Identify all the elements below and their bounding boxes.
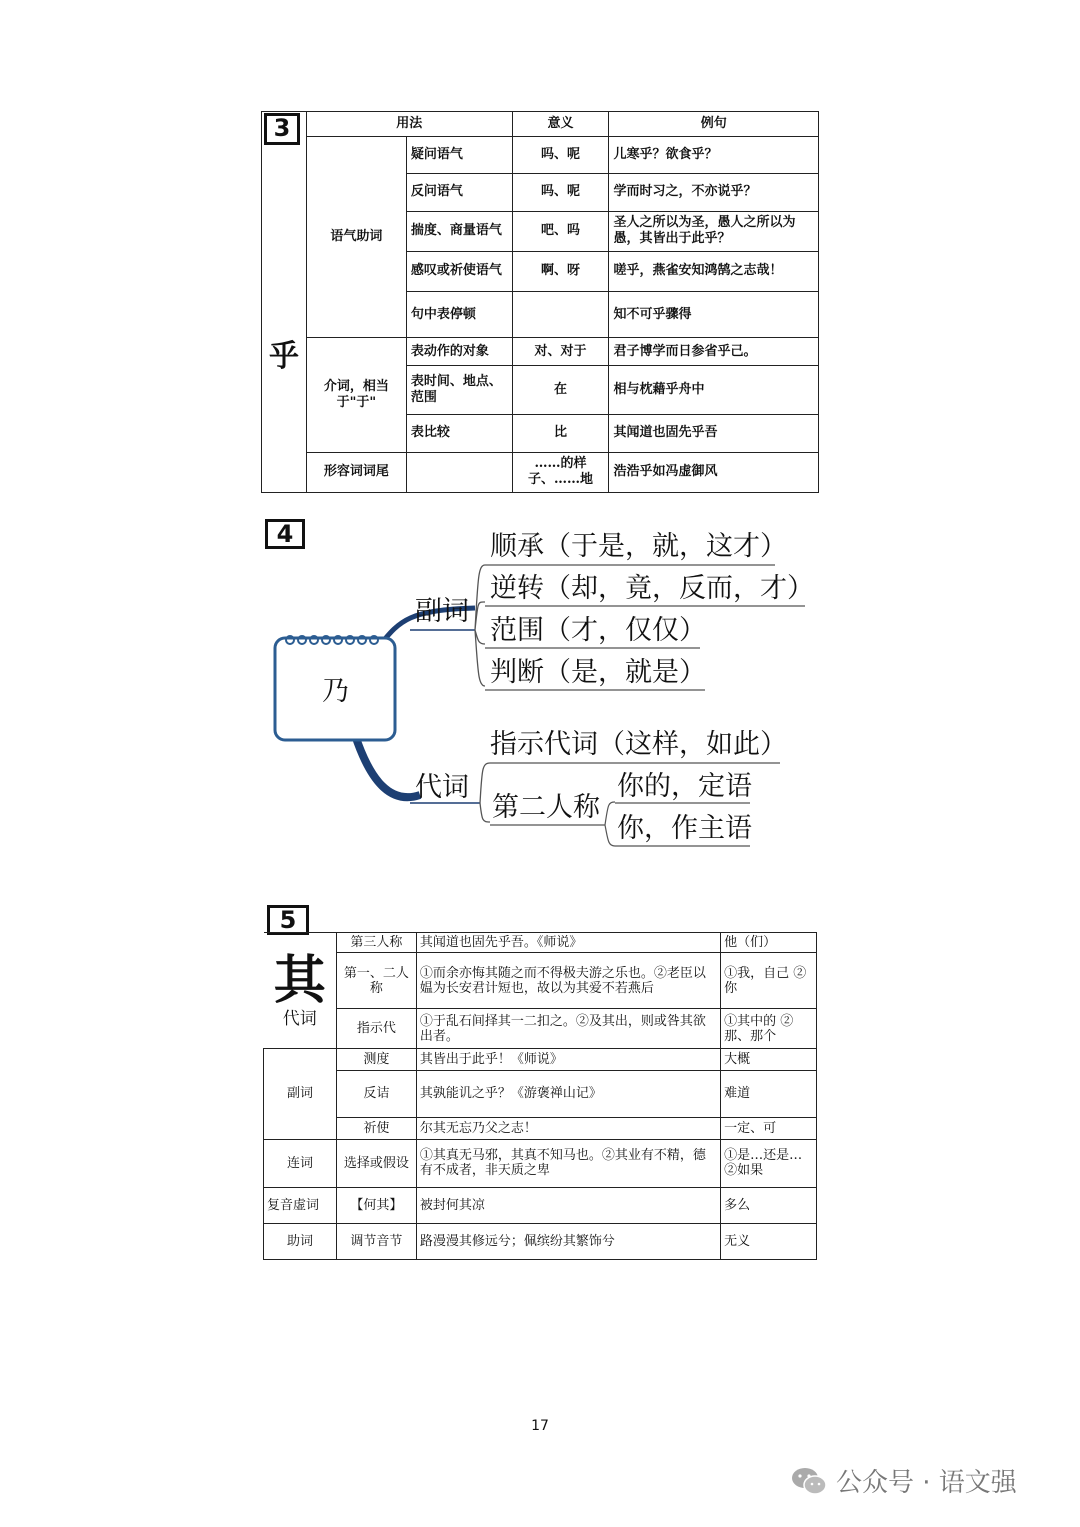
example-cell: ①于乱石间择其一二扣之。②及其出，则或咎其欲出者。 bbox=[416, 1009, 720, 1049]
example-cell: 儿寒乎？欲食乎？ bbox=[609, 137, 819, 174]
usage-cell: 疑问语气 bbox=[406, 137, 512, 174]
meaning-cell: 吧、吗 bbox=[512, 211, 609, 251]
char-qi-cell bbox=[264, 933, 337, 1049]
meaning-cell: 多么 bbox=[721, 1187, 817, 1223]
example-cell: 其闻道也固先乎吾。《师说》 bbox=[416, 933, 720, 953]
watermark-text: 公众号 · 语文强 bbox=[836, 1468, 1017, 1498]
second-person-item: 你，作主语 bbox=[617, 813, 752, 844]
meaning-cell: 无义 bbox=[721, 1223, 817, 1259]
section5-number: 5 bbox=[267, 905, 309, 935]
adverb-item: 判断（是，就是） bbox=[490, 657, 706, 688]
meaning-cell: ①我，自己 ②你 bbox=[721, 953, 817, 1009]
usage-cell: 揣度、商量语气 bbox=[406, 211, 512, 251]
watermark bbox=[790, 1462, 1017, 1499]
example-cell: 其皆出于此乎！《师说》 bbox=[416, 1049, 720, 1071]
usage-cell: 表动作的对象 bbox=[406, 338, 512, 366]
example-cell: 其闻道也固先乎吾 bbox=[609, 414, 819, 452]
example-cell: 学而时习之，不亦说乎？ bbox=[609, 174, 819, 211]
example-cell: 浩浩乎如冯虚御风 bbox=[609, 452, 819, 492]
meaning-cell: 在 bbox=[512, 366, 609, 414]
page-number: 17 bbox=[531, 1418, 549, 1434]
char-qi: 其 bbox=[273, 949, 326, 1011]
branch-pronoun-label: 代词 bbox=[415, 772, 469, 803]
meaning-cell: 啊、呀 bbox=[512, 251, 609, 291]
section5-table bbox=[263, 932, 817, 1260]
example-cell: 路漫漫其修远兮；佩缤纷其繁饰兮 bbox=[416, 1223, 720, 1259]
pronoun-demonstrative: 指示代词（这样，如此） bbox=[490, 729, 787, 760]
wechat-icon bbox=[790, 1466, 828, 1496]
meaning-cell: ①其中的 ②那、那个 bbox=[721, 1009, 817, 1049]
usage-cell: 反问语气 bbox=[406, 174, 512, 211]
pronoun-second-person: 第二人称 bbox=[492, 792, 600, 823]
meaning-cell: 比 bbox=[512, 414, 609, 452]
usage-cell: 表时间、地点、范围 bbox=[406, 366, 512, 414]
meaning-cell: 大概 bbox=[721, 1049, 817, 1071]
pronoun-label: 代词 bbox=[282, 1008, 317, 1029]
section3-table bbox=[261, 111, 819, 493]
adverb-item: 逆转（却，竟，反而，才） bbox=[490, 573, 814, 604]
branch-adverb-label: 副词 bbox=[415, 596, 469, 627]
category-cell: 复音虚词 bbox=[264, 1187, 337, 1223]
example-cell: 君子博学而日参省乎己。 bbox=[609, 338, 819, 366]
meaning-cell: 吗、呢 bbox=[512, 174, 609, 211]
usage-cell: 句中表停顿 bbox=[406, 291, 512, 337]
header-meaning: 意义 bbox=[512, 112, 609, 137]
meaning-cell: 难道 bbox=[721, 1071, 817, 1117]
sub-cell: 第一、二人称 bbox=[336, 953, 416, 1009]
char-hu: 乎 bbox=[262, 112, 307, 493]
sub-cell: 调节音节 bbox=[336, 1223, 416, 1259]
example-cell: 其孰能讥之乎？《游褒禅山记》 bbox=[416, 1071, 720, 1117]
section4-number: 4 bbox=[265, 519, 305, 549]
usage-cell: 表比较 bbox=[406, 414, 512, 452]
group-modal-particle: 语气助词 bbox=[306, 137, 406, 338]
meaning-cell: ……的样子、……地 bbox=[512, 452, 609, 492]
meaning-cell: ①是…还是… ②如果 bbox=[721, 1139, 817, 1187]
adverb-item: 范围（才，仅仅） bbox=[490, 615, 706, 646]
section3-number: 3 bbox=[264, 113, 300, 145]
sub-cell: 指示代 bbox=[336, 1009, 416, 1049]
mind-map bbox=[260, 520, 820, 860]
example-cell: ①而余亦悔其随之而不得极夫游之乐也。②老臣以媪为长安君计短也，故以为其爱不若燕后 bbox=[416, 953, 720, 1009]
example-cell: 相与枕藉乎舟中 bbox=[609, 366, 819, 414]
second-person-item: 你的，定语 bbox=[617, 771, 752, 802]
group-adjective-suffix: 形容词词尾 bbox=[306, 452, 406, 492]
sub-cell: 祈使 bbox=[336, 1117, 416, 1139]
category-cell: 助词 bbox=[264, 1223, 337, 1259]
example-cell: 尔其无忘乃父之志！ bbox=[416, 1117, 720, 1139]
meaning-cell bbox=[512, 291, 609, 337]
usage-cell: 感叹或祈使语气 bbox=[406, 251, 512, 291]
category-cell: 副词 bbox=[264, 1049, 337, 1139]
example-cell: 圣人之所以为圣，愚人之所以为愚，其皆出于此乎？ bbox=[609, 211, 819, 251]
header-example: 例句 bbox=[609, 112, 819, 137]
sub-cell: 第三人称 bbox=[336, 933, 416, 953]
sub-cell: 测度 bbox=[336, 1049, 416, 1071]
usage-cell bbox=[406, 452, 512, 492]
meaning-cell: 他（们） bbox=[721, 933, 817, 953]
example-cell: 知不可乎骤得 bbox=[609, 291, 819, 337]
meaning-cell: 一定、可 bbox=[721, 1117, 817, 1139]
meaning-cell: 吗、呢 bbox=[512, 137, 609, 174]
sub-cell: 【何其】 bbox=[336, 1187, 416, 1223]
center-label: 乃 bbox=[322, 676, 349, 707]
category-cell: 连词 bbox=[264, 1139, 337, 1187]
sub-cell: 反诘 bbox=[336, 1071, 416, 1117]
header-usage: 用法 bbox=[306, 112, 512, 137]
example-cell: 被封何其凉 bbox=[416, 1187, 720, 1223]
example-cell: 嗟乎，燕雀安知鸿鹄之志哉！ bbox=[609, 251, 819, 291]
group-preposition: 介词，相当于"于" bbox=[306, 338, 406, 453]
example-cell: ①其真无马邪，其真不知马也。②其业有不精，德有不成者，非天质之卑 bbox=[416, 1139, 720, 1187]
meaning-cell: 对、对于 bbox=[512, 338, 609, 366]
sub-cell: 选择或假设 bbox=[336, 1139, 416, 1187]
adverb-item: 顺承（于是，就，这才） bbox=[490, 531, 787, 562]
